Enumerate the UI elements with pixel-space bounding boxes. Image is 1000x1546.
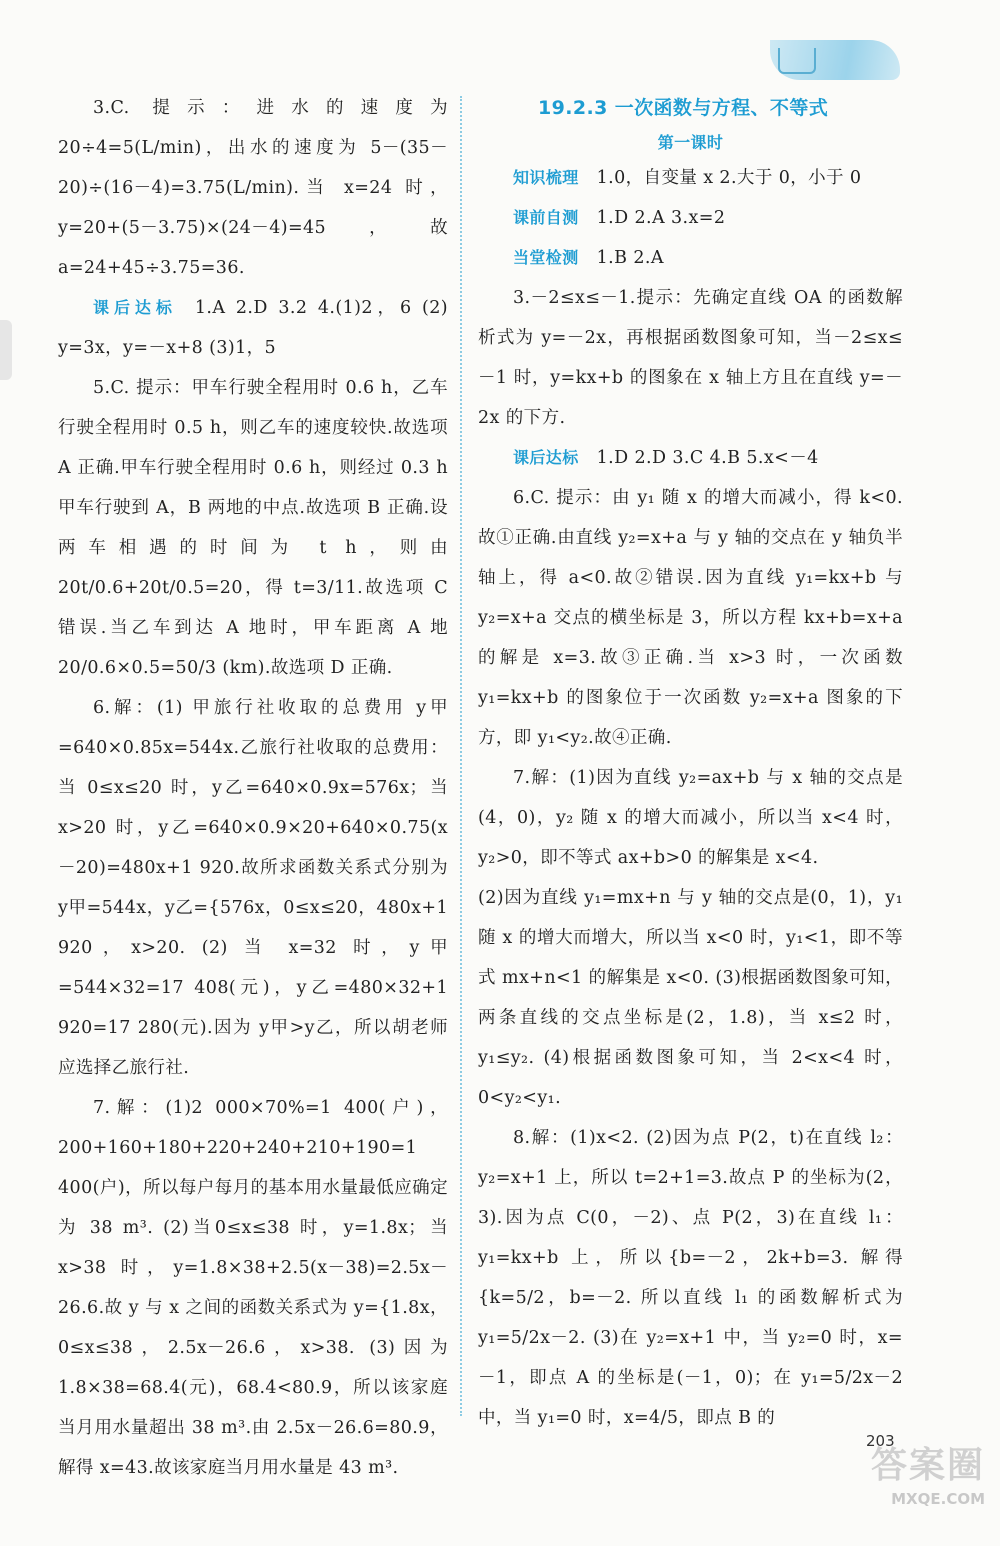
- dangtang-line: [478, 238, 903, 278]
- answer-3: 3.C. 提示：进水的速度为 20÷4=5(L/min)，出水的速度为 5－(35－20)÷(16－4)=3.75(L/min).当 x=24 时，y=20+(5－3.75)×(24－4)=45，故 a=24+45÷3.75=36.: [58, 98, 448, 278]
- page-edge-mark: [0, 320, 12, 380]
- zhishi-answers: 1.0，自变量 x 2.大于 0，小于 0: [596, 168, 862, 188]
- watermark: [825, 1442, 985, 1532]
- keqian-line: [478, 198, 903, 238]
- section-title: 19.2.3 一次函数与方程、不等式: [538, 97, 829, 119]
- answer-3-right: 3.－2≤x≤－1.提示：先确定直线 OA 的函数解析式为 y=－2x，再根据函数图象可知，当－2≤x≤－1 时，y=kx+b 的图象在 x 轴上方且在直线 y=－2x 的下方.: [478, 288, 903, 428]
- zhishi-line: [478, 158, 903, 198]
- page-number: 203: [866, 1432, 895, 1450]
- kehou-answers-right: 1.D 2.D 3.C 4.B 5.x<－4: [596, 448, 819, 468]
- keqian-answers: 1.D 2.A 3.x=2: [596, 208, 726, 228]
- answer-7-right: 7.解：(1)因为直线 y₂=ax+b 与 x 轴的交点是(4，0)，y₂ 随 x 的增大而减小，所以当 x<4 时，y₂>0，即不等式 ax+b>0 的解集是 x<4.: [478, 768, 903, 868]
- left-column: [58, 88, 448, 1488]
- answer-7: 7.解：(1)2 000×70%=1 400(户)，200+160+180+220+240+210+190=1 400(户)，所以每户每月的基本用水量最低应确定为 38 m³. (2)当0≤x≤38 时，y=1.8x；当 x>38 时，y=1.8×38+2.5(x－38)=2.5x－26.6.故 y 与 x 之间的函数关系式为 y={1.8x，0≤x≤38，2.5x－26.6，x>38. (3)因为 1.8×38=68.4(元)，68.4<80.9，所以该家庭当月用水量超出 38 m³.由 2.5x－26.6=80.9，解得 x=43.故该家庭当月用水量是 43 m³.: [58, 1098, 448, 1478]
- kehou-tag-right: 课后达标: [513, 448, 579, 467]
- kehou-line-right: [478, 438, 903, 478]
- subsection-title: 第一课时: [657, 133, 724, 152]
- dangtang-tag: 当堂检测: [513, 248, 579, 267]
- kehou-answers: 1.A 2.D 3.2 4.(1)2，6 (2) y=3x，y=－x+8 (3)1，5: [58, 298, 448, 358]
- watermark-url: MXQE.COM: [891, 1490, 985, 1508]
- dangtang-answers: 1.B 2.A: [596, 248, 664, 268]
- kehou-tag: 课后达标: [93, 298, 177, 317]
- kehou-line: [58, 288, 448, 368]
- book-icon: [778, 48, 816, 74]
- answer-6-right: 6.C. 提示：由 y₁ 随 x 的增大而减小，得 k<0.故①正确.由直线 y₂=x+a 与 y 轴的交点在 y 轴负半轴上，得 a<0.故②错误.因为直线 y₁=kx+b 与 y₂=x+a 交点的横坐标是 3，所以方程 kx+b=x+a 的解是 x=3.故③正确.当 x>3 时，一次函数 y₁=kx+b 的图象位于一次函数 y₂=x+a 图象的下方，即 y₁<y₂.故④正确.: [478, 488, 903, 748]
- column-divider: [460, 96, 462, 1416]
- right-column: [478, 88, 903, 1438]
- zhishi-tag: 知识梳理: [513, 168, 579, 187]
- answer-6: 6.解：(1) 甲旅行社收取的总费用 y甲=640×0.85x=544x.乙旅行社收取的总费用：当 0≤x≤20 时，y乙=640×0.9x=576x；当 x>20 时，y乙=640×0.9×20+640×0.75(x－20)=480x+1 920.故所求函数关系式分别为 y甲=544x，y乙={576x，0≤x≤20，480x+1 920，x>20. (2) 当 x=32 时，y甲=544×32=17 408(元)，y乙=480×32+1 920=17 280(元).因为 y甲>y乙，所以胡老师应选择乙旅行社.: [58, 698, 448, 1078]
- answer-5: 5.C. 提示：甲车行驶全程用时 0.6 h，乙车行驶全程用时 0.5 h，则乙车的速度较快.故选项 A 正确.甲车行驶全程用时 0.6 h，则经过 0.3 h 甲车行驶到 A，B 两地的中点.故选项 B 正确.设两车相遇的时间为 t h，则由 20t/0.6+20t/0.5=20，得 t=3/11.故选项 C 错误.当乙车到达 A 地时，甲车距离 A 地 20/0.6×0.5=50/3 (km).故选项 D 正确.: [58, 378, 448, 678]
- answer-7-right-cont: (2)因为直线 y₁=mx+n 与 y 轴的交点是(0，1)，y₁ 随 x 的增大而增大，所以当 x<0 时，y₁<1，即不等式 mx+n<1 的解集是 x<0. (3)根据函数图象可知，两条直线的交点坐标是(2，1.8)，当 x≤2 时，y₁≤y₂. (4)根据函数图象可知，当 2<x<4 时，0<y₂<y₁.: [478, 888, 903, 1108]
- watermark-seal: 答案圈: [870, 1445, 985, 1486]
- keqian-tag: 课前自测: [513, 208, 579, 227]
- answer-8-right: 8.解：(1)x<2. (2)因为点 P(2，t)在直线 l₂：y₂=x+1 上，所以 t=2+1=3.故点 P 的坐标为(2，3).因为点 C(0，－2)、点 P(2，3)在直线 l₁：y₁=kx+b 上，所以{b=－2，2k+b=3. 解得{k=5/2，b=－2. 所以直线 l₁ 的函数解析式为 y₁=5/2x－2. (3)在 y₂=x+1 中，当 y₂=0 时，x=－1，即点 A 的坐标是(－1，0)；在 y₁=5/2x－2 中，当 y₁=0 时，x=4/5，即点 B 的: [478, 1128, 903, 1428]
